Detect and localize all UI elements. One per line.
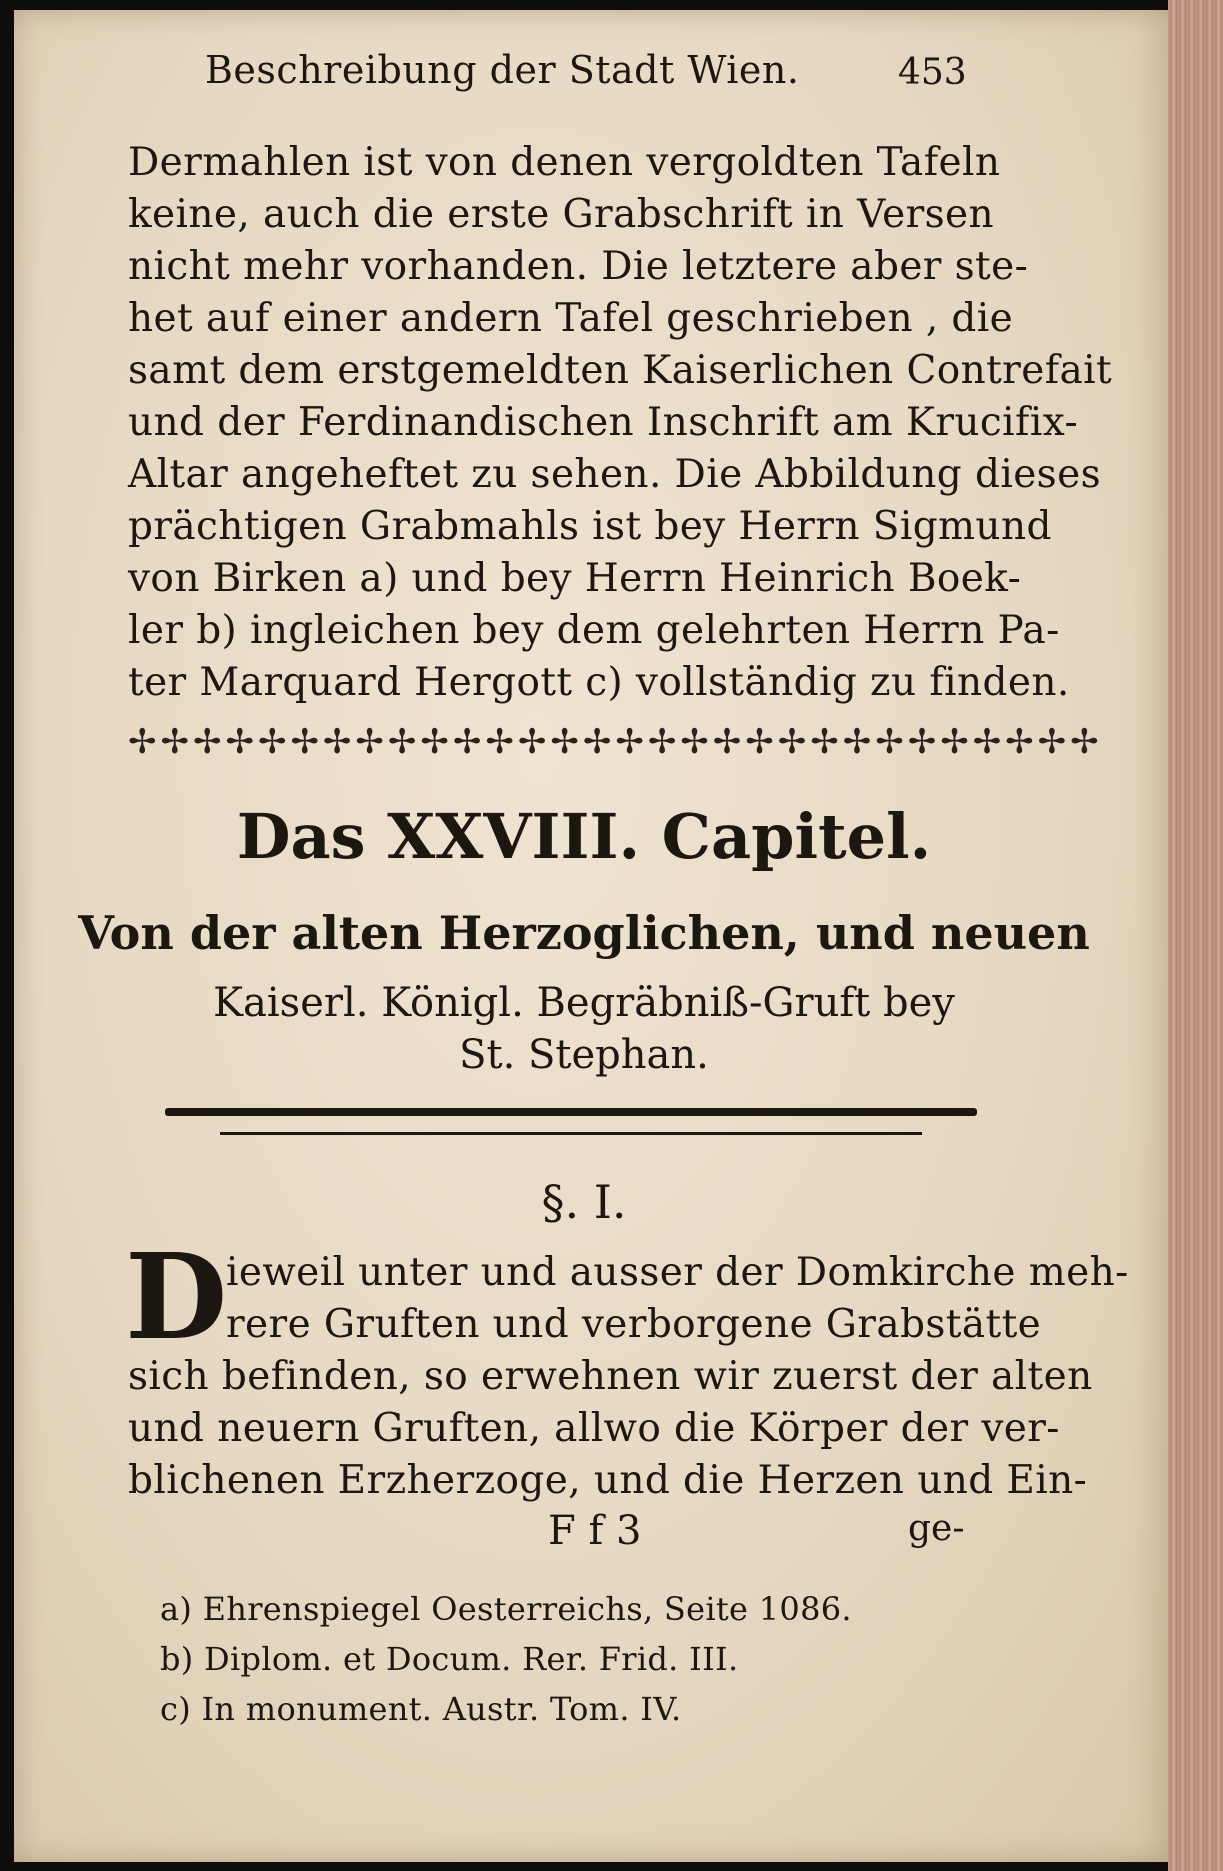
section-line: sich befinden, so erwehnen wir zuerst der alten [128,1354,1093,1399]
paragraph-line: Dermahlen ist von denen vergoldten Tafeln [128,140,1001,185]
chapter-subtitle-line: Von der alten Herzoglichen, und neuen [78,906,1090,960]
drop-capital: D [125,1227,228,1366]
paragraph-line: und der Ferdinandischen Inschrift am Krucifix- [128,400,1079,445]
thick-rule [165,1108,977,1116]
paragraph-line: ler b) ingleichen bey dem gelehrten Herrn Pa- [128,608,1060,653]
chapter-title: Das XXVIII. Capitel. [236,800,932,873]
footnote: c) In monument. Austr. Tom. IV. [160,1690,682,1728]
chapter-subtitle-line: Kaiserl. Königl. Begräbniß-Gruft bey [213,980,955,1026]
paragraph-line: ter Marquard Hergott c) vollständig zu finden. [128,660,1070,705]
page-number: 453 [898,52,967,93]
paragraph-line: het auf einer andern Tafel geschrieben , die [128,296,1014,341]
catchword: ge- [908,1508,965,1549]
footnote: a) Ehrenspiegel Oesterreichs, Seite 1086. [160,1590,852,1628]
paragraph-line: keine, auch die erste Grabschrift in Versen [128,192,995,237]
book-fore-edge [1168,0,1223,1871]
ornamental-divider: ✢✢✢✢✢✢✢✢✢✢✢✢✢✢✢✢✢✢✢✢✢✢✢✢✢✢✢✢✢✢ [128,722,1103,762]
paragraph-line: von Birken a) und bey Herrn Heinrich Boek- [128,556,1022,601]
signature-mark: F f 3 [548,1508,642,1554]
paragraph-line: samt dem erstgemeldten Kaiserlichen Contrefait [128,348,1113,393]
footnote: b) Diplom. et Docum. Rer. Frid. III. [160,1640,739,1678]
section-line: und neuern Gruften, allwo die Körper der ver- [128,1406,1060,1451]
chapter-subtitle-line: St. Stephan. [459,1032,709,1078]
section-mark: §. I. [541,1175,627,1229]
section-line: rere Gruften und verborgene Grabstätte [226,1302,1042,1347]
thin-rule [220,1132,922,1135]
paragraph-line: Altar angeheftet zu sehen. Die Abbildung dieses [128,452,1101,497]
paragraph-line: prächtigen Grabmahls ist bey Herrn Sigmund [128,504,1052,549]
running-head: Beschreibung der Stadt Wien. [205,48,800,92]
section-line: blichenen Erzherzoge, und die Herzen und Ein- [128,1458,1088,1503]
section-line: ieweil unter und ausser der Domkirche meh- [226,1250,1129,1295]
paragraph-line: nicht mehr vorhanden. Die letztere aber ste- [128,244,1029,289]
